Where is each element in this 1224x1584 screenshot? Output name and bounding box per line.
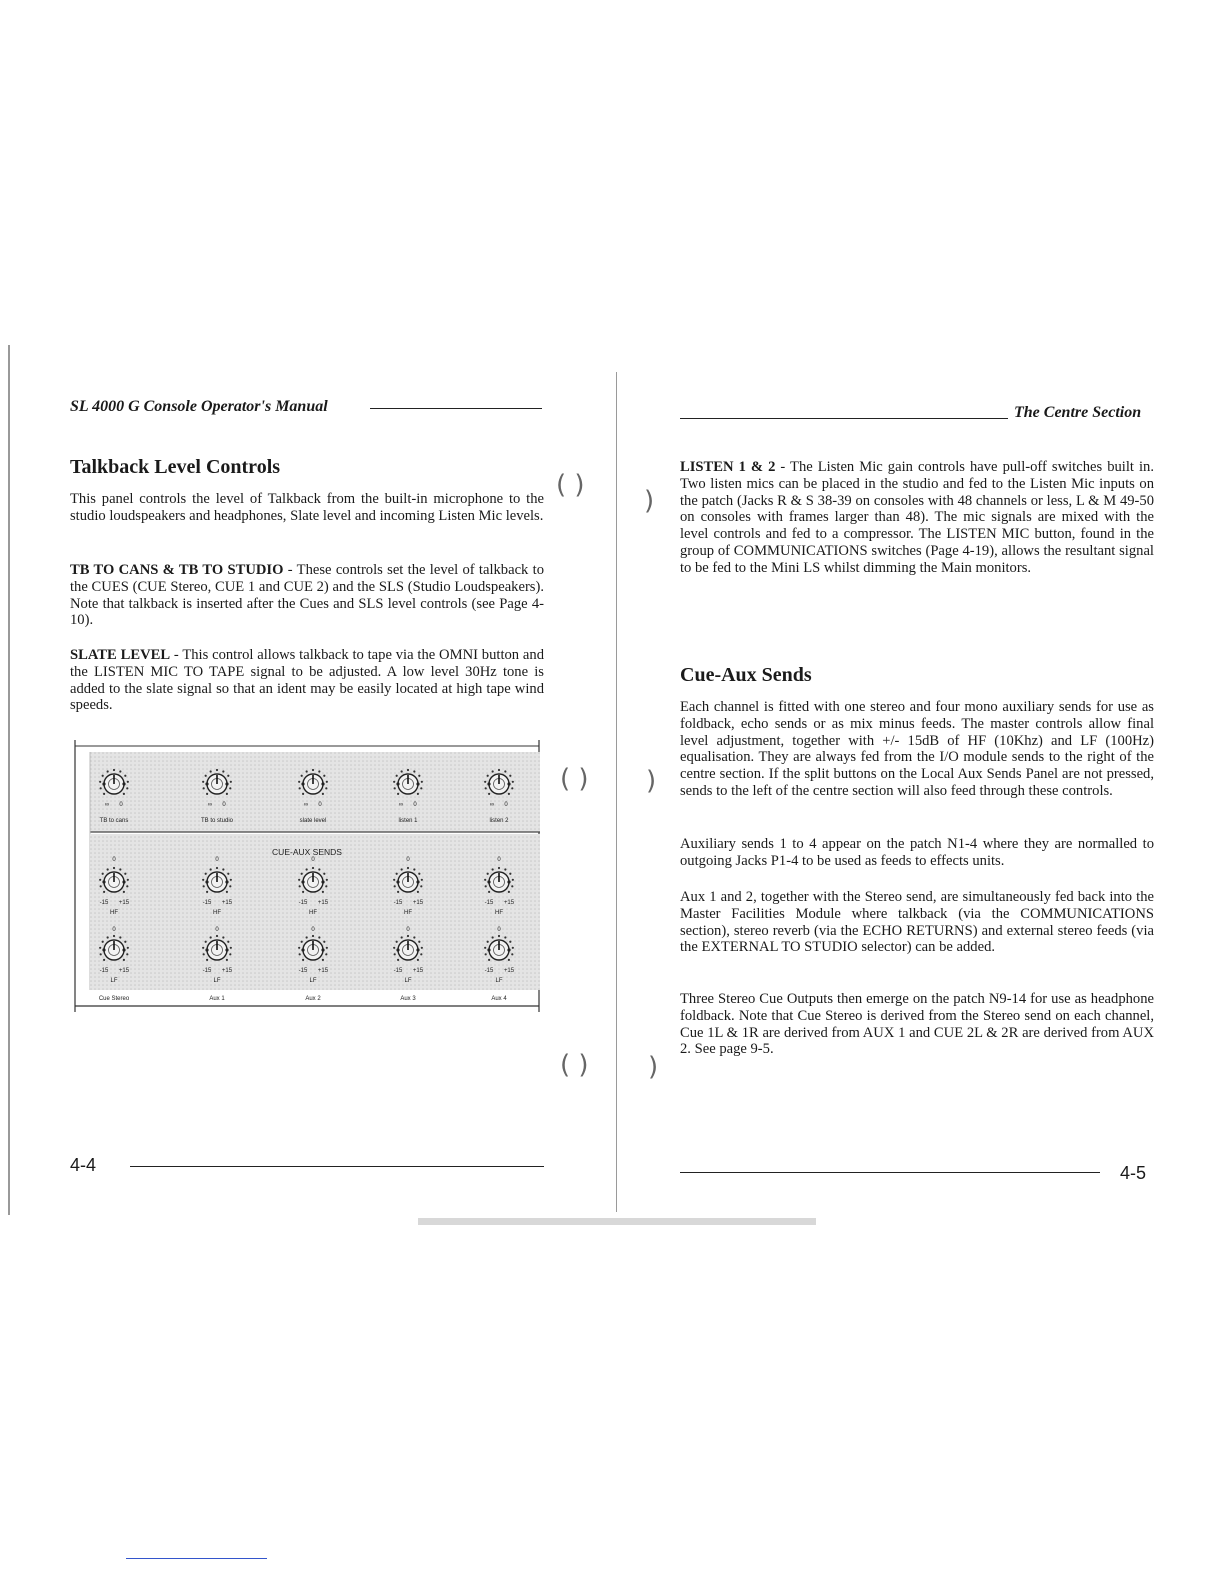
- hf-zero-label: 0: [215, 857, 219, 863]
- hf-min-label: -15: [99, 900, 109, 906]
- lf-label: LF: [213, 978, 221, 984]
- send-knob-row: [74, 740, 540, 1012]
- hf-max-label: +15: [317, 900, 329, 906]
- punch-hole-mark-6: ): [648, 1052, 659, 1082]
- right-header-rule: [680, 418, 1008, 419]
- lf-label: LF: [309, 978, 317, 984]
- hf-label: HF: [213, 910, 221, 916]
- cue-aux-paragraph-1: Each channel is fitted with one stereo and four mono auxiliary sends for use as foldback, echo sends or as mix minus feeds. The master controls allow final level adjustment, together with +/- 15dB of HF (10Khz) and LF (100Hz) equalisation. They are always fed from the I/O module sends to the right of the centre section. If the split buttons on the Local Aux Sends Panel are not pressed, sends to the left of the centre section will also feed through these controls.: [680, 699, 1154, 799]
- listen-paragraph: [680, 459, 1154, 577]
- hf-max-label: +15: [118, 900, 130, 906]
- send-knob-label: Aux 4: [491, 996, 507, 1002]
- hf-max-label: +15: [412, 900, 424, 906]
- hf-label: HF: [495, 910, 503, 916]
- knob-label-top: listen 2: [489, 818, 509, 824]
- left-edge-mark: [8, 345, 10, 1215]
- cue-aux-sends-title: CUE-AUX SENDS: [272, 847, 342, 857]
- listen-text: - The Listen Mic gain controls have pull-off switches built in. Two listen mics can be placed in the studio and fed to the Listen Mic inputs on the patch (Jacks R & S 38-39 on consoles with 48 channels or less, L & M 49-50 on consoles with frames larger than 48). The mic signals are mixed with the level controls and fed to a compressor. The LISTEN MIC button, found in the group of COMMUNICATIONS switches (Page 4-19), allows the resultant signal to be fed to the Mini LS whilst dimming the Main monitors.: [680, 459, 1154, 576]
- hf-zero-label: 0: [497, 857, 501, 863]
- punch-hole-mark-1: ( ): [556, 470, 585, 500]
- scale-zero-label: 0: [119, 802, 123, 808]
- scale-infinity-label: ∞: [303, 802, 309, 808]
- scale-infinity-label: ∞: [489, 802, 495, 808]
- lf-max-label: +15: [412, 968, 424, 974]
- knob-label-top: TB to cans: [99, 818, 129, 824]
- hf-min-label: -15: [484, 900, 494, 906]
- send-knob-label: Aux 2: [305, 996, 321, 1002]
- listen-term: LISTEN 1 & 2: [680, 459, 776, 475]
- lf-zero-label: 0: [112, 927, 116, 933]
- lf-zero-label: 0: [311, 927, 315, 933]
- right-footer-rule: [680, 1172, 1100, 1173]
- lf-min-label: -15: [393, 968, 403, 974]
- slate-term: SLATE LEVEL: [70, 647, 171, 663]
- hf-min-label: -15: [202, 900, 212, 906]
- lf-max-label: +15: [503, 968, 515, 974]
- right-page-number: 4-5: [1120, 1163, 1147, 1183]
- tb-term: TB TO CANS & TB TO STUDIO: [70, 562, 284, 578]
- lf-max-label: +15: [317, 968, 329, 974]
- punch-hole-mark-5: ): [646, 766, 657, 796]
- scale-zero-label: 0: [222, 802, 226, 808]
- scale-infinity-label: ∞: [104, 802, 110, 808]
- send-knob-label: Cue Stereo: [98, 996, 130, 1002]
- hf-min-label: -15: [393, 900, 403, 906]
- lf-min-label: -15: [298, 968, 308, 974]
- send-knob-label: Aux 1: [209, 996, 225, 1002]
- left-page-number: 4-4: [70, 1155, 97, 1175]
- bottom-underline-mark: [126, 1558, 267, 1559]
- lf-label: LF: [495, 978, 503, 984]
- send-knob-label: Aux 3: [400, 996, 416, 1002]
- send-knob-svg: [74, 740, 540, 1012]
- left-page-header: SL 4000 G Console Operator's Manual: [70, 398, 328, 415]
- scale-zero-label: 0: [318, 802, 322, 808]
- punch-hole-mark-2: ( ): [560, 764, 589, 794]
- left-header-rule: [370, 408, 542, 409]
- tb-paragraph: [70, 562, 544, 629]
- hf-label: HF: [309, 910, 317, 916]
- knob-label-top: slate level: [299, 818, 327, 824]
- punch-hole-mark-4: ): [644, 486, 655, 516]
- right-page-header: The Centre Section: [1014, 404, 1142, 421]
- talkback-intro: This panel controls the level of Talkback from the built-in microphone to the studio loudspeakers and headphones, Slate level and incoming Listen Mic levels.: [70, 491, 544, 524]
- hf-max-label: +15: [503, 900, 515, 906]
- tb-text: - These controls set the level of talkback to the CUES (CUE Stereo, CUE 1 and CUE 2) and the SLS (Studio Loudspeakers). Note that talkback is inserted after the Cues and SLS level controls (see Page 4-10).: [70, 562, 545, 629]
- lf-label: LF: [110, 978, 118, 984]
- punch-hole-mark-3: ( ): [560, 1050, 589, 1080]
- cue-aux-paragraph-4: Three Stereo Cue Outputs then emerge on the patch N9-14 for use as headphone foldback. Note that Cue Stereo is derived from the Stereo send on each channel, Cue 1L & 1R are derived from AUX 1 and CUE 2L & 2R are derived from AUX 2. See page 9-5.: [680, 991, 1154, 1058]
- right-heading: Cue-Aux Sends: [680, 664, 812, 686]
- lf-min-label: -15: [202, 968, 212, 974]
- hf-label: HF: [110, 910, 118, 916]
- lf-max-label: +15: [221, 968, 233, 974]
- slate-paragraph: [70, 647, 544, 714]
- scale-zero-label: 0: [413, 802, 417, 808]
- lf-label: LF: [404, 978, 412, 984]
- lf-min-label: -15: [484, 968, 494, 974]
- hf-zero-label: 0: [112, 857, 116, 863]
- lf-max-label: +15: [118, 968, 130, 974]
- page-gutter: [616, 372, 617, 1212]
- scale-infinity-label: ∞: [398, 802, 404, 808]
- lf-zero-label: 0: [497, 927, 501, 933]
- knob-label-top: TB to studio: [200, 818, 234, 824]
- left-heading: Talkback Level Controls: [70, 456, 281, 478]
- hf-max-label: +15: [221, 900, 233, 906]
- hf-zero-label: 0: [406, 857, 410, 863]
- lf-zero-label: 0: [406, 927, 410, 933]
- hf-label: HF: [404, 910, 412, 916]
- hf-min-label: -15: [298, 900, 308, 906]
- knob-label-top: listen 1: [398, 818, 418, 824]
- lf-min-label: -15: [99, 968, 109, 974]
- scale-infinity-label: ∞: [207, 802, 213, 808]
- slate-text: - This control allows talkback to tape via the OMNI button and the LISTEN MIC TO TAPE signal to be adjusted. A low level 30Hz tone is added to the slate signal so that an ident may be easily located at high tape wind speeds.: [70, 647, 544, 714]
- cue-aux-paragraph-2: Auxiliary sends 1 to 4 appear on the patch N1-4 where they are normalled to outgoing Jacks P1-4 to be used as feeds to effects units.: [680, 836, 1154, 869]
- binding-shadow: [418, 1218, 816, 1225]
- left-footer-rule: [130, 1166, 544, 1167]
- lf-zero-label: 0: [215, 927, 219, 933]
- hf-zero-label: 0: [311, 857, 315, 863]
- cue-aux-paragraph-3: Aux 1 and 2, together with the Stereo send, are simultaneously fed back into the Master Facilities Module where talkback (via the COMMUNICATIONS section), stereo reverb (via the ECHO RETURNS) and external stereo feeds (via the EXTERNAL TO STUDIO selector) can be added.: [680, 889, 1154, 956]
- scale-zero-label: 0: [504, 802, 508, 808]
